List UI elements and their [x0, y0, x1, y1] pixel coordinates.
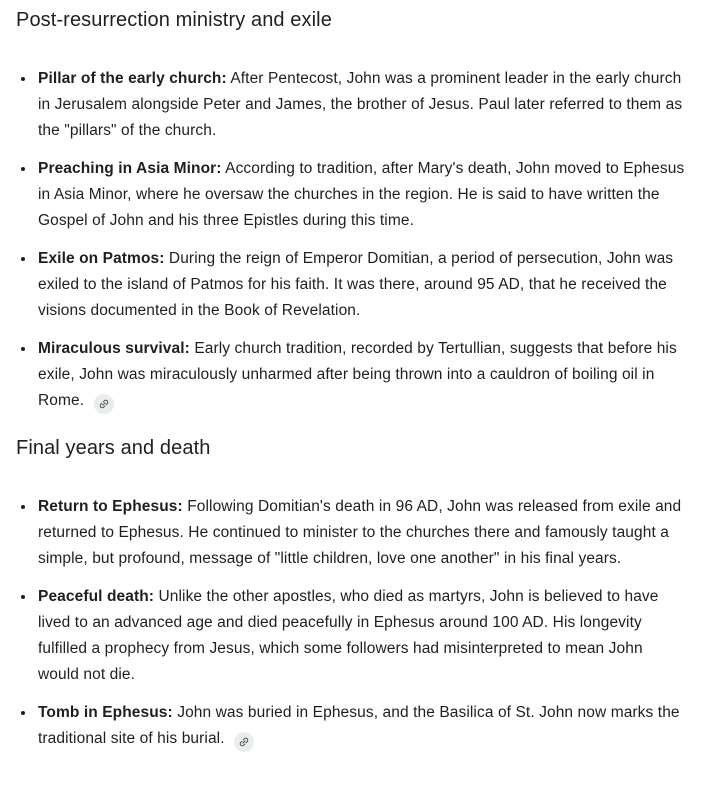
item-lead: Miraculous survival:	[38, 340, 190, 357]
list-item	[16, 700, 688, 752]
list-item	[16, 336, 688, 414]
item-text: John was buried in Ephesus, and the Basilica of St. John now marks the traditional site of his burial.	[38, 704, 680, 747]
list-item	[16, 584, 688, 688]
list-item	[16, 494, 688, 572]
item-text: According to tradition, after Mary's death, John moved to Ephesus in Asia Minor, where he oversaw the churches in the region. He is said to have written the Gospel of John and his three Epistles during this time.	[38, 160, 685, 229]
item-text: Unlike the other apostles, who died as martyrs, John is believed to have lived to an advanced age and died peacefully in Ephesus around 100 AD. His longevity fulfilled a prophecy from Jesus, which some followers had misinterpreted to mean John would not die.	[38, 588, 659, 683]
source-link-chip[interactable]	[234, 732, 254, 752]
list-item	[16, 156, 688, 234]
section-heading: Final years and death	[16, 437, 211, 459]
link-icon	[236, 734, 253, 751]
bullet-list	[16, 494, 688, 752]
item-text: Early church tradition, recorded by Tertullian, suggests that before his exile, John was miraculously unharmed after being thrown into a cauldron of boiling oil in Rome.	[38, 340, 677, 409]
bullet-list	[16, 66, 688, 414]
item-lead: Peaceful death:	[38, 588, 155, 605]
source-link-chip[interactable]	[94, 394, 114, 414]
item-lead: Preaching in Asia Minor:	[38, 160, 222, 177]
item-lead: Exile on Patmos:	[38, 250, 165, 267]
list-item	[16, 246, 688, 324]
item-lead: Tomb in Ephesus:	[38, 704, 173, 721]
item-text: Following Domitian's death in 96 AD, John was released from exile and returned to Ephesus. He continued to minister to the churches there and famously taught a simple, but profound, message of "little children, love one another" in his final years.	[38, 498, 682, 567]
section	[16, 434, 688, 752]
item-lead: Return to Ephesus:	[38, 498, 183, 515]
item-text: After Pentecost, John was a prominent leader in the early church in Jerusalem alongside Peter and James, the brother of Jesus. Paul later referred to them as the "pillars" of the church.	[38, 70, 683, 139]
link-icon	[95, 396, 112, 413]
list-item	[16, 66, 688, 144]
response-content	[16, 6, 688, 752]
item-text: During the reign of Emperor Domitian, a period of persecution, John was exiled to the island of Patmos for his faith. It was there, around 95 AD, that he received the visions documented in the Book of Revelation.	[38, 250, 674, 319]
item-lead: Pillar of the early church:	[38, 70, 227, 87]
section-heading: Post-resurrection ministry and exile	[16, 9, 332, 31]
section	[16, 6, 688, 414]
